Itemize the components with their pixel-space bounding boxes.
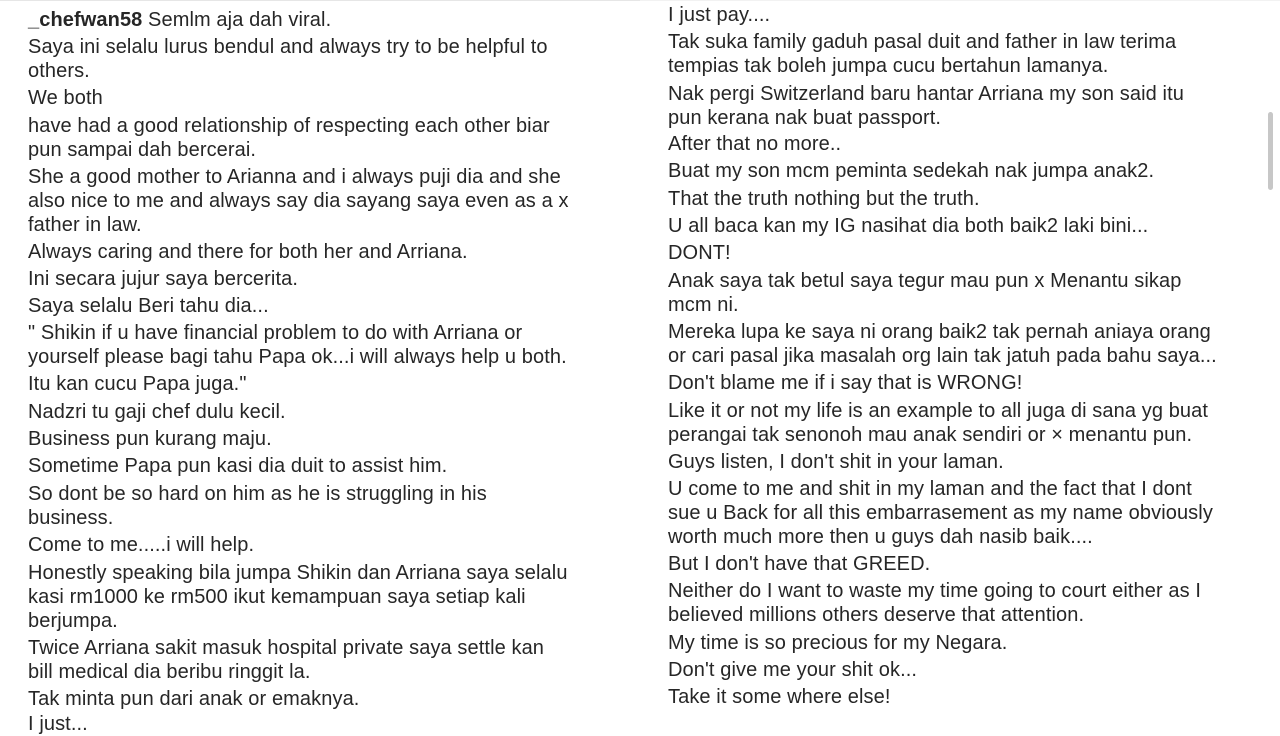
comment-text: perangai tak senonoh mau anak sendiri or × menantu pun. [668,424,1193,446]
comment-text: Sometime Papa pun kasi dia duit to assist him. [28,455,448,477]
comment-line [28,482,487,506]
comment-line [28,86,103,110]
comment-text: others. [28,60,90,82]
comment-line [28,267,298,291]
comment-line [28,59,90,83]
comment-line [668,54,1108,78]
comment-line [28,506,113,530]
comment-line [668,423,1192,447]
comment-line [668,241,731,265]
comment-line [28,585,526,609]
comment-text: or cari pasal jika masalah org lain tak jatuh pada bahu saya... [668,345,1217,367]
comment-right [668,0,1258,720]
comment-text: mcm ni. [668,294,739,316]
comment-text: also nice to me and always say dia sayang saya even as a x [28,190,569,212]
username-link[interactable]: _chefwan58 [28,9,143,31]
comment-line [668,132,841,156]
comment-line [28,400,286,424]
comment-text: I just pay.... [668,4,771,26]
comment-line [28,114,550,138]
comment-line [668,477,1192,501]
comment-line [668,631,1007,655]
comment-line [668,658,917,682]
comment-line [668,159,1154,183]
comment-text: Don't give me your shit ok... [668,659,918,681]
comment-line [28,213,142,237]
comment-line [28,138,256,162]
comment-line [28,712,88,736]
comment-line [668,685,891,709]
comment-line [668,450,1004,474]
comment-line [668,552,930,576]
comment-text: tempias tak boleh jumpa cucu bertahun lamanya. [668,55,1109,77]
comment-line [28,321,522,345]
comment-line [668,214,1148,238]
comment-text: kasi rm1000 ke rm500 ikut kemampuan saya setiap kali [28,586,526,608]
comment-line [668,30,1176,54]
comment-text: Ini secara jujur saya bercerita. [28,268,298,290]
comment-text: believed millions others deserve that attention. [668,604,1085,626]
comment-left [28,0,628,735]
comment-line [668,320,1211,344]
comment-text: Semlm aja dah viral. [142,9,332,31]
comment-text: worth much more then u guys dah nasib baik.... [668,526,1093,548]
comment-text: have had a good relationship of respecting each other biar [28,115,550,137]
comment-text: " Shikin if u have financial problem to do with Arriana or [28,322,523,344]
comment-text: Itu kan cucu Papa juga." [28,373,247,395]
comment-text: Anak saya tak betul saya tegur mau pun x Menantu sikap [668,270,1182,292]
comment-text: Tak minta pun dari anak or emaknya. [28,688,360,710]
comment-text: Guys listen, I don't shit in your laman. [668,451,1004,473]
comment-line [668,399,1208,423]
comment-text: Like it or not my life is an example to all juga di sana yg buat [668,400,1209,422]
comment-text: Tak suka family gaduh pasal duit and father in law terima [668,31,1177,53]
comment-line [28,660,311,684]
comment-text: Come to me.....i will help. [28,534,255,556]
comment-line [668,293,739,317]
comment-text: pun sampai dah bercerai. [28,139,257,161]
comment-text: sue u Back for all this embarrasement as my name obviously [668,502,1213,524]
comment-text: I just... [28,713,88,735]
comment-text: But I don't have that GREED. [668,553,931,575]
comment-line [28,687,359,711]
comment-line [28,165,561,189]
comment-line [28,454,447,478]
scrollbar-thumb[interactable] [1268,112,1273,190]
comment-text: After that no more.. [668,133,842,155]
comment-line [668,3,770,27]
comment-line [28,294,269,318]
comment-text: Saya ini selalu lurus bendul and always try to be helpful to [28,36,548,58]
comment-line [28,345,567,369]
comment-text: Always caring and there for both her and Arriana. [28,241,468,263]
comment-line [28,372,247,396]
comment-text: My time is so precious for my Negara. [668,632,1008,654]
comment-text: father in law. [28,214,142,236]
comment-text: U all baca kan my IG nasihat dia both baik2 laki bini... [668,215,1149,237]
comment-text: yourself please bagi tahu Papa ok...i will always help u both. [28,346,567,368]
comment-text: business. [28,507,114,529]
comment-line [668,187,980,211]
comment-text: bill medical dia beribu ringgit la. [28,661,311,683]
comment-line [668,501,1213,525]
comment-text: Take it some where else! [668,686,891,708]
comment-text: U come to me and shit in my laman and the fact that I dont [668,478,1192,500]
comment-line [28,189,569,213]
comment-text: berjumpa. [28,610,118,632]
comment-text: Nak pergi Switzerland baru hantar Arriana my son said itu [668,83,1184,105]
comment-line [28,609,118,633]
comment-text: Saya selalu Beri tahu dia... [28,295,269,317]
comment-text: We both [28,87,103,109]
comment-line [28,35,548,59]
comment-text: DONT! [668,242,731,264]
comment-line [668,106,941,130]
comment-text: Honestly speaking bila jumpa Shikin dan Arriana saya selalu [28,562,568,584]
comment-line [668,269,1181,293]
comment-line [28,561,568,585]
comment-line [668,82,1184,106]
comment-text: Buat my son mcm peminta sedekah nak jumpa anak2. [668,160,1155,182]
comment-text: Don't blame me if i say that is WRONG! [668,372,1023,394]
comment-line [668,579,1201,603]
comment-text: Neither do I want to waste my time going to court either as I [668,580,1202,602]
comment-line [28,636,544,660]
comment-line [28,240,468,264]
comment-text: pun kerana nak buat passport. [668,107,942,129]
comment-text: She a good mother to Arianna and i always puji dia and she [28,166,561,188]
comment-line [668,525,1093,549]
comment-text: That the truth nothing but the truth. [668,188,980,210]
comment-line [28,533,254,557]
comment-line [668,371,1022,395]
comment-line [668,603,1084,627]
comment-line [28,427,272,451]
comment-line [28,8,331,32]
comment-text: Mereka lupa ke saya ni orang baik2 tak pernah aniaya orang [668,321,1211,343]
comment-line [668,344,1217,368]
comment-text: Business pun kurang maju. [28,428,272,450]
comment-text: Nadzri tu gaji chef dulu kecil. [28,401,286,423]
comment-text: Twice Arriana sakit masuk hospital private saya settle kan [28,637,545,659]
comment-text: So dont be so hard on him as he is struggling in his [28,483,487,505]
